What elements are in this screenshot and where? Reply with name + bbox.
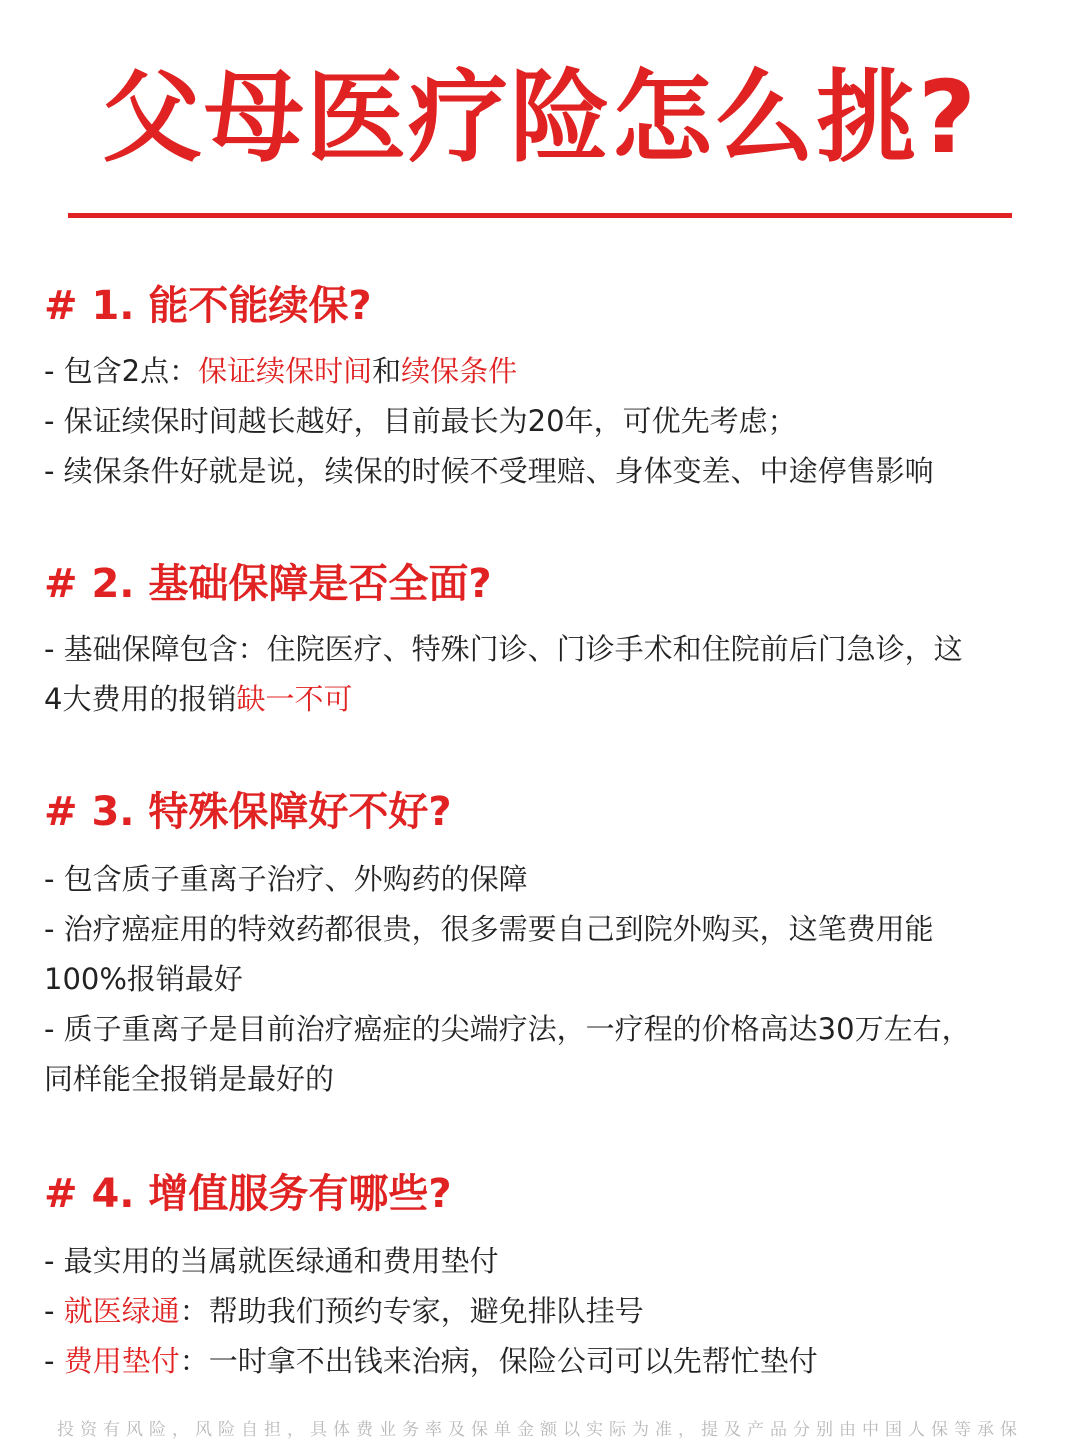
section-1-line-2: - 保证续保时间越长越好，目前最长为20年，可优先考虑； — [44, 404, 797, 438]
section-3-line-3: 100%报销最好 — [44, 962, 243, 996]
text-span: - — [44, 1344, 64, 1378]
section-3-line-1: - 包含质子重离子治疗、外购药的保障 — [44, 862, 528, 896]
section-2-body — [44, 624, 1054, 724]
text-span: ：帮助我们预约专家，避免排队挂号 — [179, 1294, 644, 1328]
highlight-indispensable: 缺一不可 — [236, 682, 353, 716]
section-3-heading: # 3. 特殊保障好不好? — [44, 789, 452, 835]
section-3-body — [44, 854, 1054, 1104]
text-span: 4大费用的报销 — [44, 682, 237, 716]
text-span: - 包含2点： — [44, 354, 199, 388]
section-4-body — [44, 1236, 1054, 1386]
section-1-line-3: - 续保条件好就是说，续保的时候不受理赔、身体变差、中途停售影响 — [44, 454, 934, 488]
section-2-line-2 — [44, 674, 1054, 724]
section-4-line-1: - 最实用的当属就医绿通和费用垫付 — [44, 1244, 499, 1278]
section-2-heading: # 2. 基础保障是否全面? — [44, 561, 492, 607]
section-3-line-2: - 治疗癌症用的特效药都很贵，很多需要自己到院外购买，这笔费用能 — [44, 912, 934, 946]
highlight-renewal-conditions: 续保条件 — [401, 354, 518, 388]
section-1-body — [44, 346, 1054, 496]
text-span: - — [44, 1294, 64, 1328]
title-divider — [68, 213, 1012, 218]
page-title: 父母医疗险怎么挑? — [101, 59, 978, 176]
text-span: 和 — [372, 354, 402, 388]
section-3-line-4: - 质子重离子是目前治疗癌症的尖端疗法，一疗程的价格高达30万左右， — [44, 1012, 971, 1046]
section-1-heading: # 1. 能不能续保? — [44, 283, 372, 329]
section-1-line-1 — [44, 346, 1054, 396]
highlight-advance-payment: 费用垫付 — [63, 1344, 180, 1378]
section-4-heading: # 4. 增值服务有哪些? — [44, 1171, 452, 1217]
section-2-line-1: - 基础保障包含：住院医疗、特殊门诊、门诊手术和住院前后门急诊，这 — [44, 632, 963, 666]
disclaimer-footer: 投资有风险，风险自担，具体费业务率及保单金额以实际为准，提及产品分别由中国人保等承保 — [57, 1420, 1023, 1440]
section-4-line-2 — [44, 1286, 1054, 1336]
highlight-renewal-period: 保证续保时间 — [198, 354, 373, 388]
section-4-line-3 — [44, 1336, 1054, 1386]
text-span: ：一时拿不出钱来治病，保险公司可以先帮忙垫付 — [179, 1344, 818, 1378]
section-3-line-5: 同样能全报销是最好的 — [44, 1062, 335, 1096]
highlight-green-channel: 就医绿通 — [63, 1294, 180, 1328]
